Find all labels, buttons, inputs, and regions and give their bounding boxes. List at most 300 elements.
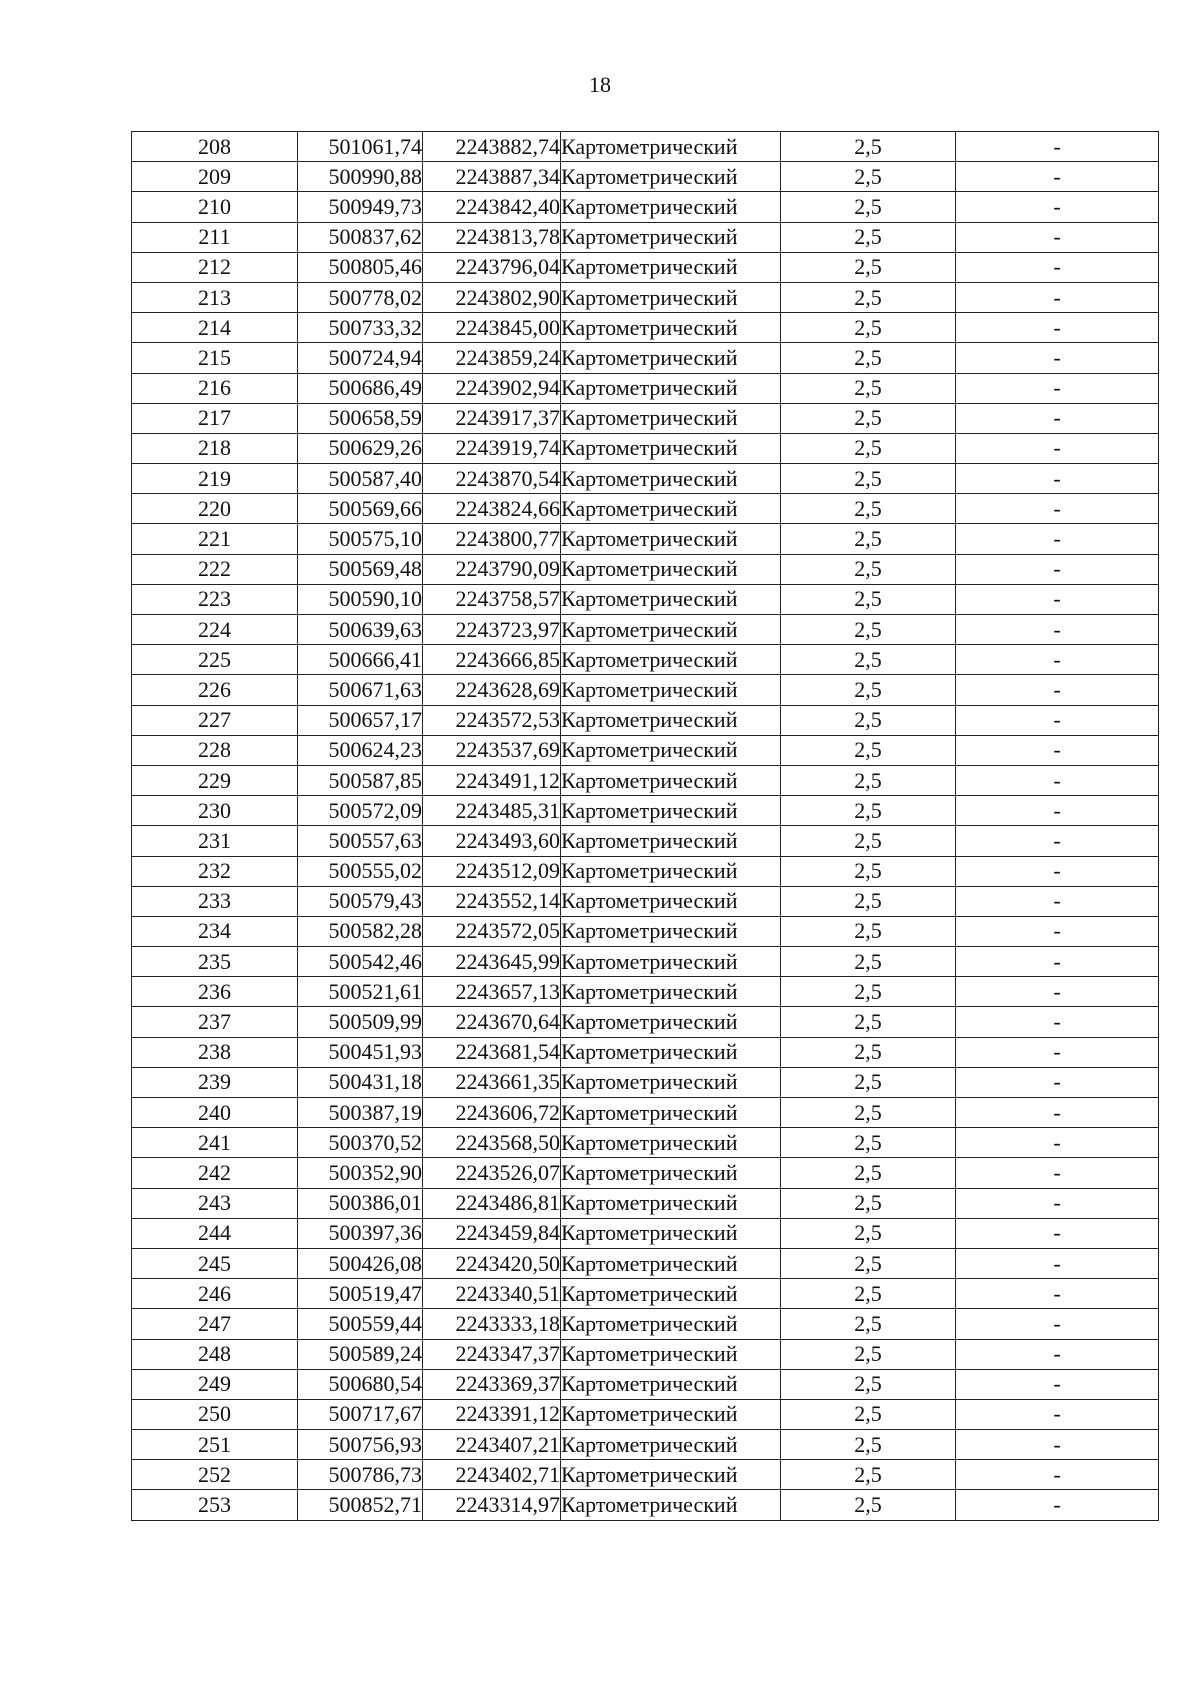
point-number-cell: 217 (132, 403, 298, 433)
description-cell: - (956, 132, 1159, 162)
y-coordinate-cell: 2243459,84 (423, 1218, 561, 1248)
method-cell: Картометрический (561, 826, 781, 856)
point-number-cell: 213 (132, 282, 298, 312)
description-cell: - (956, 554, 1159, 584)
x-coordinate-cell: 500949,73 (298, 192, 423, 222)
accuracy-cell: 2,5 (781, 132, 956, 162)
x-coordinate-cell: 500852,71 (298, 1490, 423, 1520)
x-coordinate-cell: 500639,63 (298, 615, 423, 645)
method-cell: Картометрический (561, 645, 781, 675)
coordinates-table-body (132, 132, 1159, 1521)
accuracy-cell: 2,5 (781, 735, 956, 765)
table-row (132, 1399, 1159, 1429)
description-cell: - (956, 1037, 1159, 1067)
x-coordinate-cell: 500431,18 (298, 1067, 423, 1097)
point-number-cell: 230 (132, 796, 298, 826)
table-row (132, 615, 1159, 645)
accuracy-cell: 2,5 (781, 1067, 956, 1097)
table-row (132, 1188, 1159, 1218)
method-cell: Картометрический (561, 1007, 781, 1037)
x-coordinate-cell: 500426,08 (298, 1248, 423, 1278)
x-coordinate-cell: 500786,73 (298, 1460, 423, 1490)
method-cell: Картометрический (561, 1309, 781, 1339)
x-coordinate-cell: 500542,46 (298, 947, 423, 977)
method-cell: Картометрический (561, 524, 781, 554)
x-coordinate-cell: 500629,26 (298, 433, 423, 463)
description-cell: - (956, 916, 1159, 946)
accuracy-cell: 2,5 (781, 524, 956, 554)
point-number-cell: 228 (132, 735, 298, 765)
table-row (132, 645, 1159, 675)
table-row (132, 1369, 1159, 1399)
y-coordinate-cell: 2243420,50 (423, 1248, 561, 1278)
accuracy-cell: 2,5 (781, 1248, 956, 1278)
description-cell: - (956, 645, 1159, 675)
table-row (132, 373, 1159, 403)
x-coordinate-cell: 501061,74 (298, 132, 423, 162)
description-cell: - (956, 343, 1159, 373)
y-coordinate-cell: 2243491,12 (423, 765, 561, 795)
method-cell: Картометрический (561, 1098, 781, 1128)
description-cell: - (956, 162, 1159, 192)
description-cell: - (956, 1188, 1159, 1218)
accuracy-cell: 2,5 (781, 1399, 956, 1429)
accuracy-cell: 2,5 (781, 252, 956, 282)
description-cell: - (956, 1490, 1159, 1520)
x-coordinate-cell: 500587,85 (298, 765, 423, 795)
table-row (132, 1218, 1159, 1248)
point-number-cell: 251 (132, 1430, 298, 1460)
method-cell: Картометрический (561, 132, 781, 162)
method-cell: Картометрический (561, 765, 781, 795)
method-cell: Картометрический (561, 977, 781, 1007)
description-cell: - (956, 1158, 1159, 1188)
method-cell: Картометрический (561, 162, 781, 192)
method-cell: Картометрический (561, 1430, 781, 1460)
table-row (132, 916, 1159, 946)
method-cell: Картометрический (561, 1067, 781, 1097)
accuracy-cell: 2,5 (781, 222, 956, 252)
table-row (132, 765, 1159, 795)
x-coordinate-cell: 500658,59 (298, 403, 423, 433)
table-row (132, 977, 1159, 1007)
page-number: 18 (589, 72, 611, 97)
method-cell: Картометрический (561, 1248, 781, 1278)
table-row (132, 584, 1159, 614)
x-coordinate-cell: 500837,62 (298, 222, 423, 252)
description-cell: - (956, 1067, 1159, 1097)
method-cell: Картометрический (561, 1158, 781, 1188)
table-row (132, 282, 1159, 312)
accuracy-cell: 2,5 (781, 1218, 956, 1248)
accuracy-cell: 2,5 (781, 494, 956, 524)
y-coordinate-cell: 2243859,24 (423, 343, 561, 373)
accuracy-cell: 2,5 (781, 1098, 956, 1128)
point-number-cell: 208 (132, 132, 298, 162)
table-row (132, 1339, 1159, 1369)
description-cell: - (956, 464, 1159, 494)
x-coordinate-cell: 500509,99 (298, 1007, 423, 1037)
accuracy-cell: 2,5 (781, 1158, 956, 1188)
accuracy-cell: 2,5 (781, 615, 956, 645)
point-number-cell: 226 (132, 675, 298, 705)
y-coordinate-cell: 2243628,69 (423, 675, 561, 705)
table-row (132, 252, 1159, 282)
accuracy-cell: 2,5 (781, 1430, 956, 1460)
accuracy-cell: 2,5 (781, 282, 956, 312)
accuracy-cell: 2,5 (781, 1037, 956, 1067)
table-row (132, 464, 1159, 494)
table-row (132, 735, 1159, 765)
point-number-cell: 232 (132, 856, 298, 886)
x-coordinate-cell: 500575,10 (298, 524, 423, 554)
table-row (132, 192, 1159, 222)
point-number-cell: 210 (132, 192, 298, 222)
point-number-cell: 225 (132, 645, 298, 675)
y-coordinate-cell: 2243813,78 (423, 222, 561, 252)
x-coordinate-cell: 500990,88 (298, 162, 423, 192)
method-cell: Картометрический (561, 554, 781, 584)
y-coordinate-cell: 2243661,35 (423, 1067, 561, 1097)
point-number-cell: 250 (132, 1399, 298, 1429)
x-coordinate-cell: 500557,63 (298, 826, 423, 856)
x-coordinate-cell: 500352,90 (298, 1158, 423, 1188)
method-cell: Картометрический (561, 222, 781, 252)
description-cell: - (956, 826, 1159, 856)
method-cell: Картометрический (561, 1399, 781, 1429)
point-number-cell: 240 (132, 1098, 298, 1128)
x-coordinate-cell: 500717,67 (298, 1399, 423, 1429)
accuracy-cell: 2,5 (781, 554, 956, 584)
y-coordinate-cell: 2243917,37 (423, 403, 561, 433)
x-coordinate-cell: 500587,40 (298, 464, 423, 494)
description-cell: - (956, 524, 1159, 554)
y-coordinate-cell: 2243919,74 (423, 433, 561, 463)
method-cell: Картометрический (561, 856, 781, 886)
y-coordinate-cell: 2243802,90 (423, 282, 561, 312)
accuracy-cell: 2,5 (781, 1460, 956, 1490)
point-number-cell: 249 (132, 1369, 298, 1399)
description-cell: - (956, 192, 1159, 222)
y-coordinate-cell: 2243666,85 (423, 645, 561, 675)
x-coordinate-cell: 500756,93 (298, 1430, 423, 1460)
coordinates-table (131, 131, 1159, 1521)
method-cell: Картометрический (561, 1369, 781, 1399)
y-coordinate-cell: 2243340,51 (423, 1279, 561, 1309)
point-number-cell: 220 (132, 494, 298, 524)
y-coordinate-cell: 2243314,97 (423, 1490, 561, 1520)
method-cell: Картометрический (561, 1218, 781, 1248)
method-cell: Картометрический (561, 1490, 781, 1520)
description-cell: - (956, 705, 1159, 735)
point-number-cell: 214 (132, 313, 298, 343)
y-coordinate-cell: 2243657,13 (423, 977, 561, 1007)
point-number-cell: 219 (132, 464, 298, 494)
description-cell: - (956, 675, 1159, 705)
method-cell: Картометрический (561, 947, 781, 977)
y-coordinate-cell: 2243902,94 (423, 373, 561, 403)
x-coordinate-cell: 500519,47 (298, 1279, 423, 1309)
x-coordinate-cell: 500724,94 (298, 343, 423, 373)
point-number-cell: 222 (132, 554, 298, 584)
y-coordinate-cell: 2243824,66 (423, 494, 561, 524)
accuracy-cell: 2,5 (781, 192, 956, 222)
point-number-cell: 239 (132, 1067, 298, 1097)
y-coordinate-cell: 2243572,53 (423, 705, 561, 735)
method-cell: Картометрический (561, 313, 781, 343)
y-coordinate-cell: 2243723,97 (423, 615, 561, 645)
accuracy-cell: 2,5 (781, 705, 956, 735)
method-cell: Картометрический (561, 886, 781, 916)
x-coordinate-cell: 500686,49 (298, 373, 423, 403)
table-row (132, 1279, 1159, 1309)
method-cell: Картометрический (561, 1037, 781, 1067)
x-coordinate-cell: 500624,23 (298, 735, 423, 765)
x-coordinate-cell: 500680,54 (298, 1369, 423, 1399)
point-number-cell: 237 (132, 1007, 298, 1037)
accuracy-cell: 2,5 (781, 765, 956, 795)
y-coordinate-cell: 2243842,40 (423, 192, 561, 222)
method-cell: Картометрический (561, 1128, 781, 1158)
y-coordinate-cell: 2243407,21 (423, 1430, 561, 1460)
accuracy-cell: 2,5 (781, 977, 956, 1007)
x-coordinate-cell: 500579,43 (298, 886, 423, 916)
x-coordinate-cell: 500671,63 (298, 675, 423, 705)
x-coordinate-cell: 500805,46 (298, 252, 423, 282)
y-coordinate-cell: 2243347,37 (423, 1339, 561, 1369)
x-coordinate-cell: 500451,93 (298, 1037, 423, 1067)
point-number-cell: 227 (132, 705, 298, 735)
point-number-cell: 231 (132, 826, 298, 856)
y-coordinate-cell: 2243402,71 (423, 1460, 561, 1490)
x-coordinate-cell: 500386,01 (298, 1188, 423, 1218)
accuracy-cell: 2,5 (781, 796, 956, 826)
description-cell: - (956, 403, 1159, 433)
point-number-cell: 244 (132, 1218, 298, 1248)
description-cell: - (956, 313, 1159, 343)
y-coordinate-cell: 2243758,57 (423, 584, 561, 614)
description-cell: - (956, 1098, 1159, 1128)
description-cell: - (956, 886, 1159, 916)
description-cell: - (956, 1128, 1159, 1158)
method-cell: Картометрический (561, 705, 781, 735)
y-coordinate-cell: 2243512,09 (423, 856, 561, 886)
y-coordinate-cell: 2243796,04 (423, 252, 561, 282)
method-cell: Картометрический (561, 403, 781, 433)
table-row (132, 554, 1159, 584)
point-number-cell: 247 (132, 1309, 298, 1339)
accuracy-cell: 2,5 (781, 162, 956, 192)
description-cell: - (956, 856, 1159, 886)
method-cell: Картометрический (561, 373, 781, 403)
accuracy-cell: 2,5 (781, 1339, 956, 1369)
table-row (132, 1430, 1159, 1460)
x-coordinate-cell: 500733,32 (298, 313, 423, 343)
description-cell: - (956, 977, 1159, 1007)
point-number-cell: 209 (132, 162, 298, 192)
point-number-cell: 221 (132, 524, 298, 554)
method-cell: Картометрический (561, 433, 781, 463)
accuracy-cell: 2,5 (781, 916, 956, 946)
description-cell: - (956, 1248, 1159, 1278)
x-coordinate-cell: 500657,17 (298, 705, 423, 735)
table-row (132, 856, 1159, 886)
table-row (132, 947, 1159, 977)
table-row (132, 1098, 1159, 1128)
y-coordinate-cell: 2243369,37 (423, 1369, 561, 1399)
accuracy-cell: 2,5 (781, 1309, 956, 1339)
accuracy-cell: 2,5 (781, 464, 956, 494)
y-coordinate-cell: 2243845,00 (423, 313, 561, 343)
x-coordinate-cell: 500397,36 (298, 1218, 423, 1248)
description-cell: - (956, 1460, 1159, 1490)
method-cell: Картометрический (561, 252, 781, 282)
x-coordinate-cell: 500589,24 (298, 1339, 423, 1369)
x-coordinate-cell: 500778,02 (298, 282, 423, 312)
description-cell: - (956, 1430, 1159, 1460)
description-cell: - (956, 222, 1159, 252)
description-cell: - (956, 947, 1159, 977)
method-cell: Картометрический (561, 796, 781, 826)
method-cell: Картометрический (561, 1188, 781, 1218)
y-coordinate-cell: 2243333,18 (423, 1309, 561, 1339)
y-coordinate-cell: 2243645,99 (423, 947, 561, 977)
accuracy-cell: 2,5 (781, 1128, 956, 1158)
y-coordinate-cell: 2243681,54 (423, 1037, 561, 1067)
description-cell: - (956, 433, 1159, 463)
point-number-cell: 245 (132, 1248, 298, 1278)
method-cell: Картометрический (561, 192, 781, 222)
accuracy-cell: 2,5 (781, 947, 956, 977)
table-row (132, 343, 1159, 373)
y-coordinate-cell: 2243485,31 (423, 796, 561, 826)
x-coordinate-cell: 500370,52 (298, 1128, 423, 1158)
table-row (132, 403, 1159, 433)
method-cell: Картометрический (561, 464, 781, 494)
table-row (132, 132, 1159, 162)
accuracy-cell: 2,5 (781, 645, 956, 675)
method-cell: Картометрический (561, 1460, 781, 1490)
table-row (132, 1128, 1159, 1158)
description-cell: - (956, 1218, 1159, 1248)
x-coordinate-cell: 500555,02 (298, 856, 423, 886)
method-cell: Картометрический (561, 282, 781, 312)
y-coordinate-cell: 2243606,72 (423, 1098, 561, 1128)
point-number-cell: 229 (132, 765, 298, 795)
description-cell: - (956, 1007, 1159, 1037)
point-number-cell: 215 (132, 343, 298, 373)
table-row (132, 826, 1159, 856)
x-coordinate-cell: 500569,66 (298, 494, 423, 524)
accuracy-cell: 2,5 (781, 675, 956, 705)
description-cell: - (956, 796, 1159, 826)
accuracy-cell: 2,5 (781, 1369, 956, 1399)
point-number-cell: 238 (132, 1037, 298, 1067)
description-cell: - (956, 584, 1159, 614)
y-coordinate-cell: 2243887,34 (423, 162, 561, 192)
y-coordinate-cell: 2243568,50 (423, 1128, 561, 1158)
point-number-cell: 236 (132, 977, 298, 1007)
table-row (132, 1067, 1159, 1097)
accuracy-cell: 2,5 (781, 1490, 956, 1520)
point-number-cell: 241 (132, 1128, 298, 1158)
y-coordinate-cell: 2243486,81 (423, 1188, 561, 1218)
method-cell: Картометрический (561, 584, 781, 614)
x-coordinate-cell: 500590,10 (298, 584, 423, 614)
x-coordinate-cell: 500387,19 (298, 1098, 423, 1128)
accuracy-cell: 2,5 (781, 886, 956, 916)
point-number-cell: 211 (132, 222, 298, 252)
method-cell: Картометрический (561, 735, 781, 765)
y-coordinate-cell: 2243572,05 (423, 916, 561, 946)
accuracy-cell: 2,5 (781, 1279, 956, 1309)
accuracy-cell: 2,5 (781, 313, 956, 343)
description-cell: - (956, 1399, 1159, 1429)
table-row (132, 494, 1159, 524)
x-coordinate-cell: 500559,44 (298, 1309, 423, 1339)
point-number-cell: 212 (132, 252, 298, 282)
table-row (132, 1158, 1159, 1188)
point-number-cell: 224 (132, 615, 298, 645)
point-number-cell: 235 (132, 947, 298, 977)
point-number-cell: 218 (132, 433, 298, 463)
table-row (132, 1309, 1159, 1339)
method-cell: Картометрический (561, 1279, 781, 1309)
table-row (132, 1037, 1159, 1067)
x-coordinate-cell: 500569,48 (298, 554, 423, 584)
y-coordinate-cell: 2243526,07 (423, 1158, 561, 1188)
y-coordinate-cell: 2243391,12 (423, 1399, 561, 1429)
accuracy-cell: 2,5 (781, 856, 956, 886)
accuracy-cell: 2,5 (781, 584, 956, 614)
table-row (132, 705, 1159, 735)
y-coordinate-cell: 2243552,14 (423, 886, 561, 916)
method-cell: Картометрический (561, 343, 781, 373)
table-row (132, 162, 1159, 192)
table-row (132, 1490, 1159, 1520)
table-row (132, 796, 1159, 826)
point-number-cell: 248 (132, 1339, 298, 1369)
y-coordinate-cell: 2243800,77 (423, 524, 561, 554)
description-cell: - (956, 615, 1159, 645)
y-coordinate-cell: 2243790,09 (423, 554, 561, 584)
x-coordinate-cell: 500572,09 (298, 796, 423, 826)
method-cell: Картометрический (561, 494, 781, 524)
accuracy-cell: 2,5 (781, 1188, 956, 1218)
accuracy-cell: 2,5 (781, 433, 956, 463)
point-number-cell: 253 (132, 1490, 298, 1520)
x-coordinate-cell: 500521,61 (298, 977, 423, 1007)
point-number-cell: 233 (132, 886, 298, 916)
table-row (132, 1007, 1159, 1037)
description-cell: - (956, 1309, 1159, 1339)
description-cell: - (956, 282, 1159, 312)
accuracy-cell: 2,5 (781, 403, 956, 433)
accuracy-cell: 2,5 (781, 1007, 956, 1037)
y-coordinate-cell: 2243537,69 (423, 735, 561, 765)
method-cell: Картометрический (561, 675, 781, 705)
table-row (132, 1460, 1159, 1490)
y-coordinate-cell: 2243870,54 (423, 464, 561, 494)
point-number-cell: 243 (132, 1188, 298, 1218)
table-row (132, 675, 1159, 705)
table-row (132, 222, 1159, 252)
y-coordinate-cell: 2243882,74 (423, 132, 561, 162)
description-cell: - (956, 1339, 1159, 1369)
accuracy-cell: 2,5 (781, 826, 956, 856)
description-cell: - (956, 1369, 1159, 1399)
description-cell: - (956, 252, 1159, 282)
